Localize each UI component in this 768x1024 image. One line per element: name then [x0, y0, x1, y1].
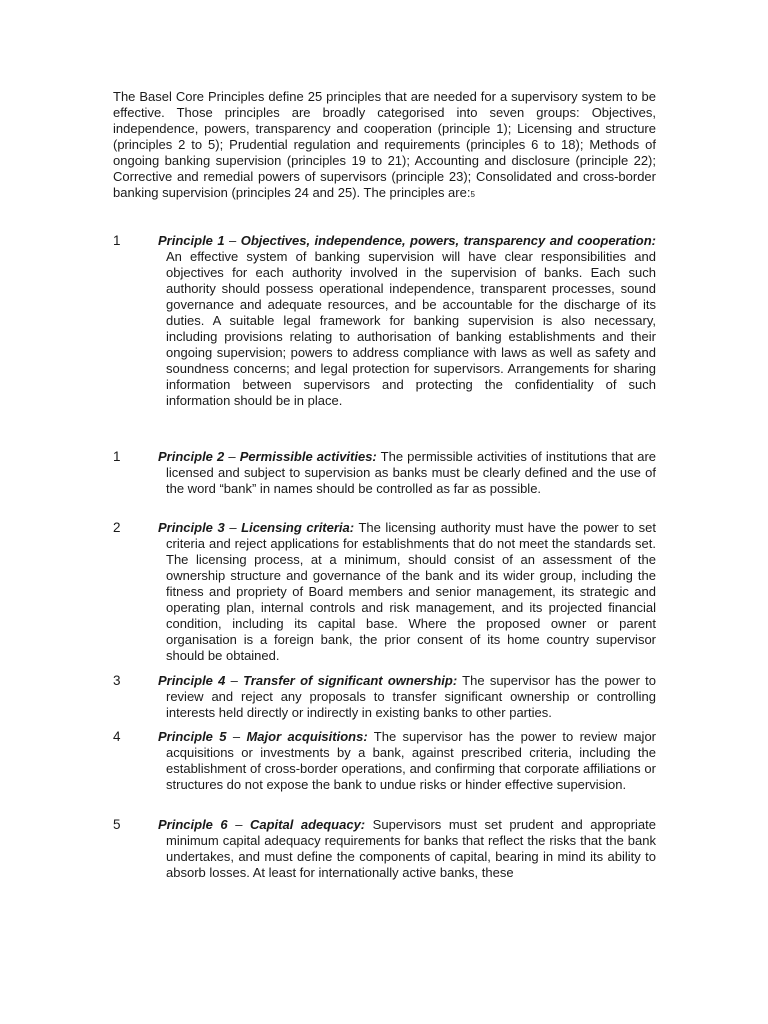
principle-dash: –	[224, 449, 240, 464]
principle-lead: Principle 5	[158, 729, 227, 744]
principle-heading	[158, 673, 457, 688]
principle-lead: Principle 6	[158, 817, 228, 832]
list-number: 5	[113, 817, 121, 832]
principle-title: Objectives, independence, powers, transparency and cooperation:	[240, 233, 656, 248]
principle-title: Capital adequacy:	[249, 817, 366, 832]
principle-body: The supervisor has the power to review major acquisitions or investments by a bank, against prescribed criteria, including the establishment of cross-border operations, and confirming that corporate affiliations or structures do not expose the bank to undue risks or hinder effective supervision.	[166, 729, 656, 792]
intro-paragraph	[113, 89, 656, 203]
principle-body: The supervisor has the power to review and reject any proposals to transfer significant ownership or controlling interests held directly or indirectly in existing banks to other parties.	[166, 673, 656, 720]
list-number: 1	[113, 233, 121, 248]
principle-heading	[158, 817, 365, 832]
principle-paragraph	[158, 449, 656, 497]
principle-paragraph	[158, 729, 656, 793]
principle-heading	[158, 233, 656, 248]
principle-heading	[158, 520, 354, 535]
principle-lead: Principle 2	[158, 449, 225, 464]
principle-dash: –	[224, 233, 241, 248]
principle-item-6	[113, 817, 656, 881]
principle-lead: Principle 1	[158, 233, 225, 248]
principle-body: The permissible activities of institutions that are licensed and subject to supervision as banks must be clearly defined and the use of the word “bank” in names should be controlled as far as possible.	[166, 449, 657, 496]
principle-title: Major acquisitions:	[246, 729, 368, 744]
principle-dash: –	[224, 520, 242, 535]
principle-item-3	[113, 520, 656, 664]
principle-paragraph	[158, 673, 656, 721]
principle-heading	[158, 449, 377, 464]
list-number: 4	[113, 729, 121, 744]
principle-dash: –	[226, 729, 247, 744]
principle-paragraph	[158, 520, 656, 664]
footnote-marker: 5	[470, 190, 475, 199]
principle-paragraph	[158, 233, 656, 409]
list-number: 3	[113, 673, 121, 688]
principle-paragraph	[158, 817, 656, 881]
principle-lead: Principle 4	[158, 673, 226, 688]
principle-item-4	[113, 673, 656, 721]
principle-item-2	[113, 449, 656, 497]
principle-dash: –	[227, 817, 250, 832]
principle-body: The licensing authority must have the power to set criteria and reject applications for establishments that do not meet the standards set. The licensing process, at a minimum, should consist of an assessment of the ownership structure and governance of the bank and its wider group, including the fitness and propriety of Board members and senior management, its strategic and operating plan, internal controls and risk management, and its projected financial condition, including its capital base. Where the proposed owner or parent organisation is a foreign bank, the prior consent of its home country supervisor should be obtained.	[166, 520, 656, 663]
principle-item-1	[113, 233, 656, 409]
intro-text: The Basel Core Principles define 25 principles that are needed for a supervisory system to be effective. Those principles are broadly categorised into seven groups: Objectives, independence, powers, transparency and cooperation (principle 1); Licensing and structure (principles 2 to 5); Prudential regulation and requirements (principles 6 to 18); Methods of ongoing banking supervision (principles 19 to 21); Accounting and disclosure (principle 22); Corrective and remedial powers of supervisors (principle 23); Consolidated and cross-border banking supervision (principles 24 and 25). The principles are:	[113, 89, 656, 200]
list-number: 2	[113, 520, 121, 535]
principle-dash: –	[225, 673, 244, 688]
principle-lead: Principle 3	[158, 520, 225, 535]
list-number: 1	[113, 449, 121, 464]
principle-body: An effective system of banking supervision will have clear responsibilities and objectives for each authority involved in the supervision of banks. Each such authority should possess operational independence, transparent processes, sound governance and adequate resources, and be accountable for the discharge of its duties. A suitable legal framework for banking supervision is also necessary, including provisions relating to authorisation of banking establishments and their ongoing supervision; powers to address compliance with laws as well as safety and soundness concerns; and legal protection for supervisors. Arrangements for sharing information between supervisors and protecting the confidentiality of such information should be in place.	[166, 249, 656, 408]
principle-body: Supervisors must set prudent and appropriate minimum capital adequacy requirements for banks that reflect the risks that the bank undertakes, and must define the components of capital, bearing in mind its ability to absorb losses. At least for internationally active banks, these	[166, 817, 656, 880]
principle-heading	[158, 729, 368, 744]
principle-title: Licensing criteria:	[241, 520, 355, 535]
principle-title: Transfer of significant ownership:	[243, 673, 458, 688]
principle-title: Permissible activities:	[239, 449, 377, 464]
principle-item-5	[113, 729, 656, 793]
